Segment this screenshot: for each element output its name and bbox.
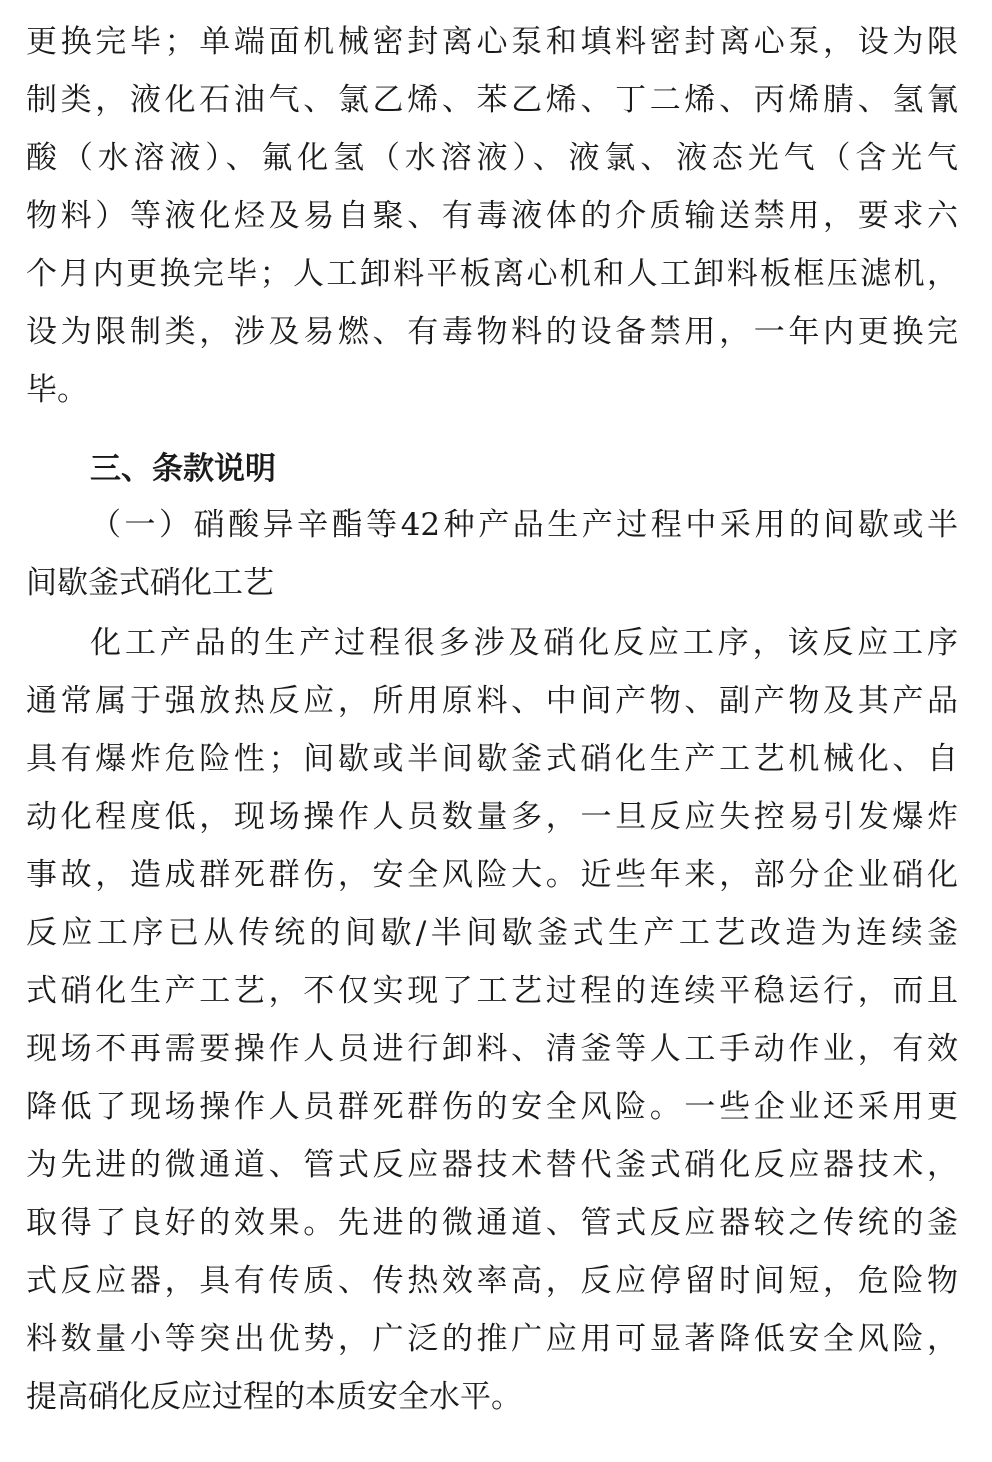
text-line: 更换完毕；单端面机械密封离心泵和填料密封离心泵，设为限 xyxy=(26,24,958,60)
paragraph-nitration-explanation xyxy=(26,614,958,1426)
text-line: 料数量小等突出优势，广泛的推广应用可显著降低安全风险， xyxy=(26,1321,958,1357)
section-heading-text: 三、条款说明 xyxy=(90,451,276,487)
text-line: 个月内更换完毕；人工卸料平板离心机和人工卸料板框压滤机， xyxy=(26,256,958,292)
text-line: 物料）等液化烃及易自聚、有毒液体的介质输送禁用，要求六 xyxy=(26,198,958,234)
text-line: 降低了现场操作人员群死群伤的安全风险。一些企业还采用更 xyxy=(26,1089,958,1125)
text-line: 动化程度低，现场操作人员数量多，一旦反应失控易引发爆炸 xyxy=(26,799,958,835)
text-line: 式反应器，具有传质、传热效率高，反应停留时间短，危险物 xyxy=(26,1263,958,1299)
text-line: 制类，液化石油气、氯乙烯、苯乙烯、丁二烯、丙烯腈、氢氰 xyxy=(26,82,958,118)
text-line: 酸（水溶液）、氟化氢（水溶液）、液氯、液态光气（含光气 xyxy=(26,140,958,176)
text-line: 为先进的微通道、管式反应器技术替代釜式硝化反应器技术， xyxy=(26,1147,958,1183)
text-line: 反应工序已从传统的间歇/半间歇釜式生产工艺改造为连续釜 xyxy=(26,915,958,951)
subsection-heading-line: （一）硝酸异辛酯等42种产品生产过程中采用的间歇或半 xyxy=(90,507,958,543)
paragraph-equipment-restrictions xyxy=(26,13,958,419)
text-line: 现场不再需要操作人员进行卸料、清釜等人工手动作业，有效 xyxy=(26,1031,958,1067)
subsection-heading xyxy=(26,496,958,612)
text-line: 事故，造成群死群伤，安全风险大。近些年来，部分企业硝化 xyxy=(26,857,958,893)
text-line: 取得了良好的效果。先进的微通道、管式反应器较之传统的釜 xyxy=(26,1205,958,1241)
text-line: 通常属于强放热反应，所用原料、中间产物、副产物及其产品 xyxy=(26,683,958,719)
text-line: 毕。 xyxy=(26,372,88,408)
text-line: 设为限制类，涉及易燃、有毒物料的设备禁用，一年内更换完 xyxy=(26,314,958,350)
text-line: 提高硝化反应过程的本质安全水平。 xyxy=(26,1379,522,1415)
text-line: 化工产品的生产过程很多涉及硝化反应工序，该反应工序 xyxy=(90,625,958,661)
text-line: 具有爆炸危险性；间歇或半间歇釜式硝化生产工艺机械化、自 xyxy=(26,741,958,777)
subsection-heading-line: 间歇釜式硝化工艺 xyxy=(26,565,274,601)
section-heading xyxy=(26,440,958,498)
text-line: 式硝化生产工艺，不仅实现了工艺过程的连续平稳运行，而且 xyxy=(26,973,958,1009)
